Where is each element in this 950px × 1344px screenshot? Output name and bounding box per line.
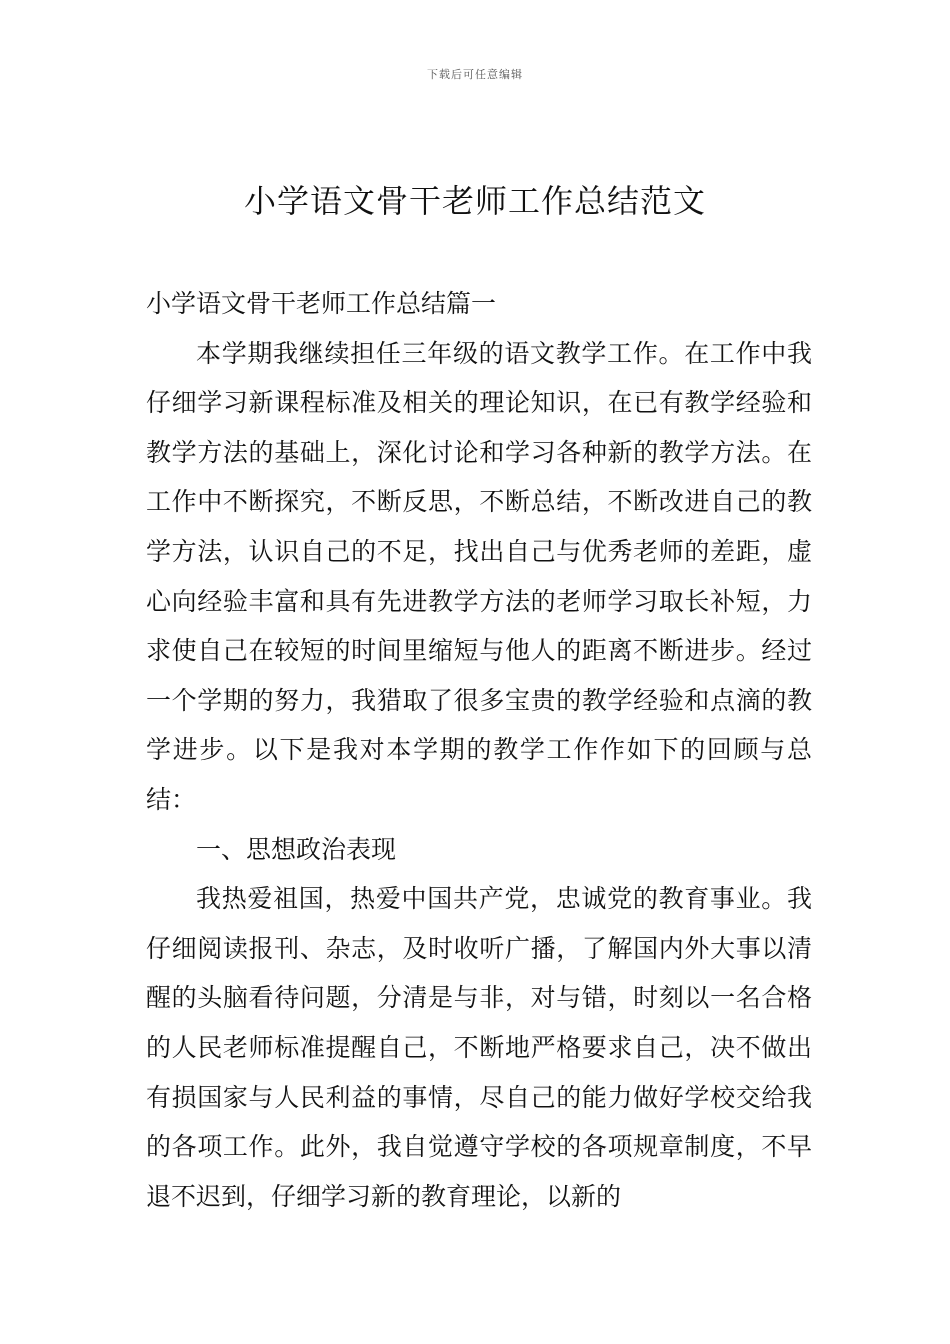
subsection-heading: 一、思想政治表现 <box>196 834 397 864</box>
paragraph: 我热爱祖国，热爱中国共产党，忠诚党的教育事业。我仔细阅读报刊、杂志，及时收听广播，了解国内外大事以清醒的头脑看待问题，分清是与非，对与错，时刻以一名合格的人民老师标准提醒自己，不断地严格要求自己，决不做出有损国家与人民利益的事情，尽自己的能力做好学校交给我的各项工作。此外，我自觉遵守学校的各项规章制度，不早退不迟到，仔细学习新的教育理论，以新的 <box>146 884 812 1211</box>
document-body <box>146 279 812 1221</box>
paragraph: 本学期我继续担任三年级的语文教学工作。在工作中我仔细学习新课程标准及相关的理论知识，在已有教学经验和教学方法的基础上，深化讨论和学习各种新的教学方法。在工作中不断探究，不断反思，不断总结，不断改进自己的教学方法，认识自己的不足，找出自己与优秀老师的差距，虚心向经验丰富和具有先进教学方法的老师学习取长补短，力求使自己在较短的时间里缩短与他人的距离不断进步。经过一个学期的努力，我猎取了很多宝贵的教学经验和点滴的教学进步。以下是我对本学期的教学工作作如下的回顾与总结： <box>146 338 812 814</box>
header-note: 下载后可任意编辑 <box>427 68 523 81</box>
document-title: 小学语文骨干老师工作总结范文 <box>243 182 706 220</box>
section-heading: 小学语文骨干老师工作总结篇一 <box>146 289 497 318</box>
